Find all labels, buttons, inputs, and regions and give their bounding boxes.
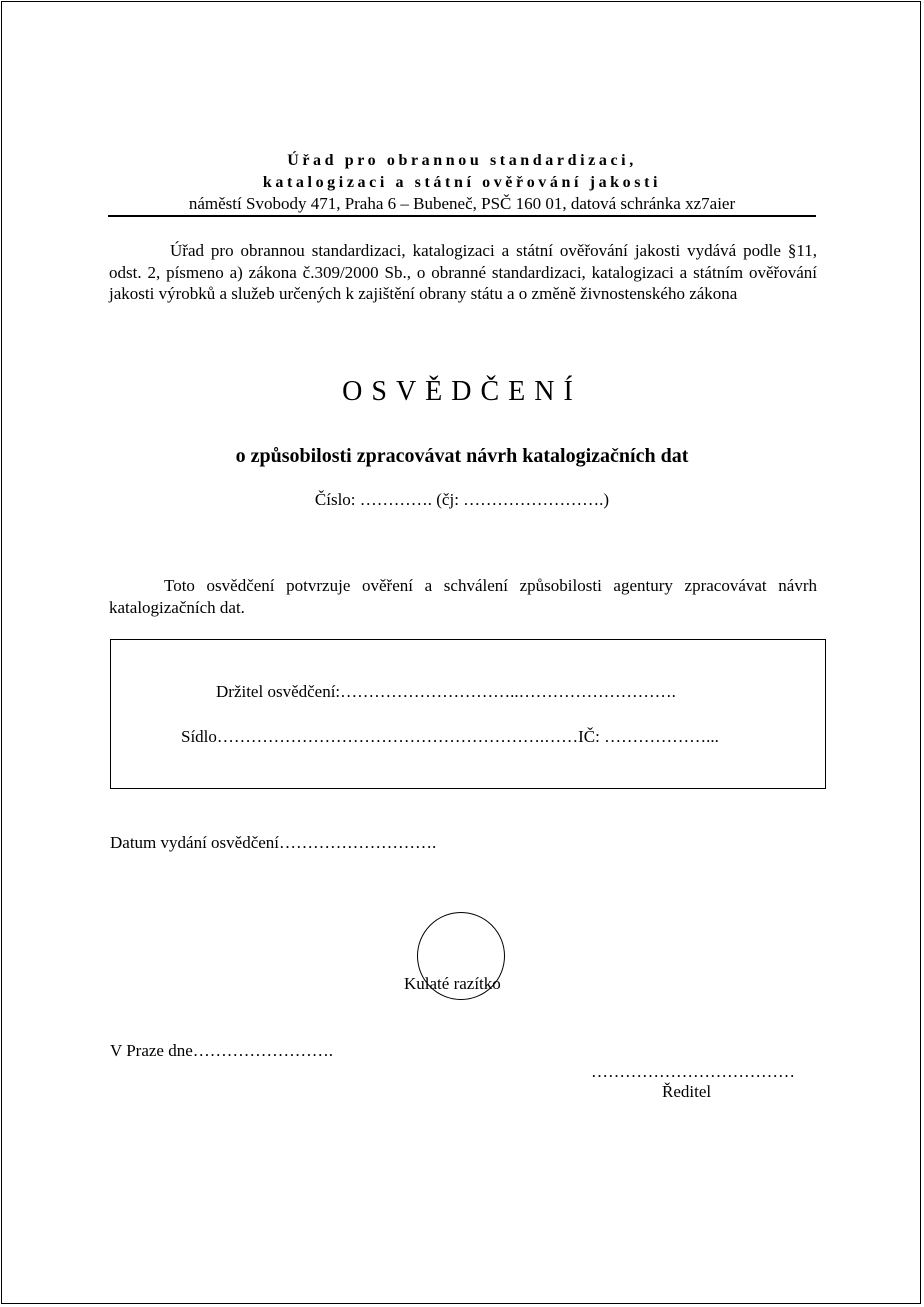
organization-name-line-2: katalogizaci a státní ověřování jakosti [262, 174, 662, 191]
organization-address: náměstí Svobody 471, Praha 6 – Bubeneč, PSČ 160 01, datová schránka xz7aier [188, 194, 736, 213]
stamp-label: Kulaté razítko [404, 974, 501, 993]
signature-line: ……………………………… [591, 1062, 795, 1081]
intro-paragraph: Úřad pro obrannou standardizaci, katalogizaci a státní ověřování jakosti vydává podle §11, odst. 2, písmeno a) zákona č.309/2000 Sb., o obranné standardizaci, katalogizaci a státním ověřování jakosti výrobků a služeb určených k zajištění obrany státu a o změně živnostenského zákona [109, 241, 817, 303]
issue-date-field: Datum vydání osvědčení………………………. [110, 833, 437, 852]
holder-info-box [110, 639, 826, 789]
holder-field: Držitel osvědčení:…………………………..………………………. [216, 682, 676, 701]
certificate-subtitle: o způsobilosti zpracovávat návrh katalogizačních dat [235, 445, 689, 467]
confirmation-paragraph: Toto osvědčení potvrzuje ověření a schválení způsobilosti agentury zpracovávat návrh katalogizačních dat. [109, 576, 817, 617]
signature-role: Ředitel [662, 1082, 712, 1101]
certificate-title: OSVĚDČENÍ [342, 376, 582, 407]
place-and-date-field: V Praze dne……………………. [110, 1041, 334, 1060]
certificate-number-line: Číslo: …………. (čj: …………………….) [314, 490, 610, 509]
seat-and-id-field: Sídlo………………………………………………….……IČ: ………………... [181, 727, 719, 746]
header-divider [108, 215, 816, 217]
organization-name-line-1: Úřad pro obrannou standardizaci, [287, 152, 637, 169]
